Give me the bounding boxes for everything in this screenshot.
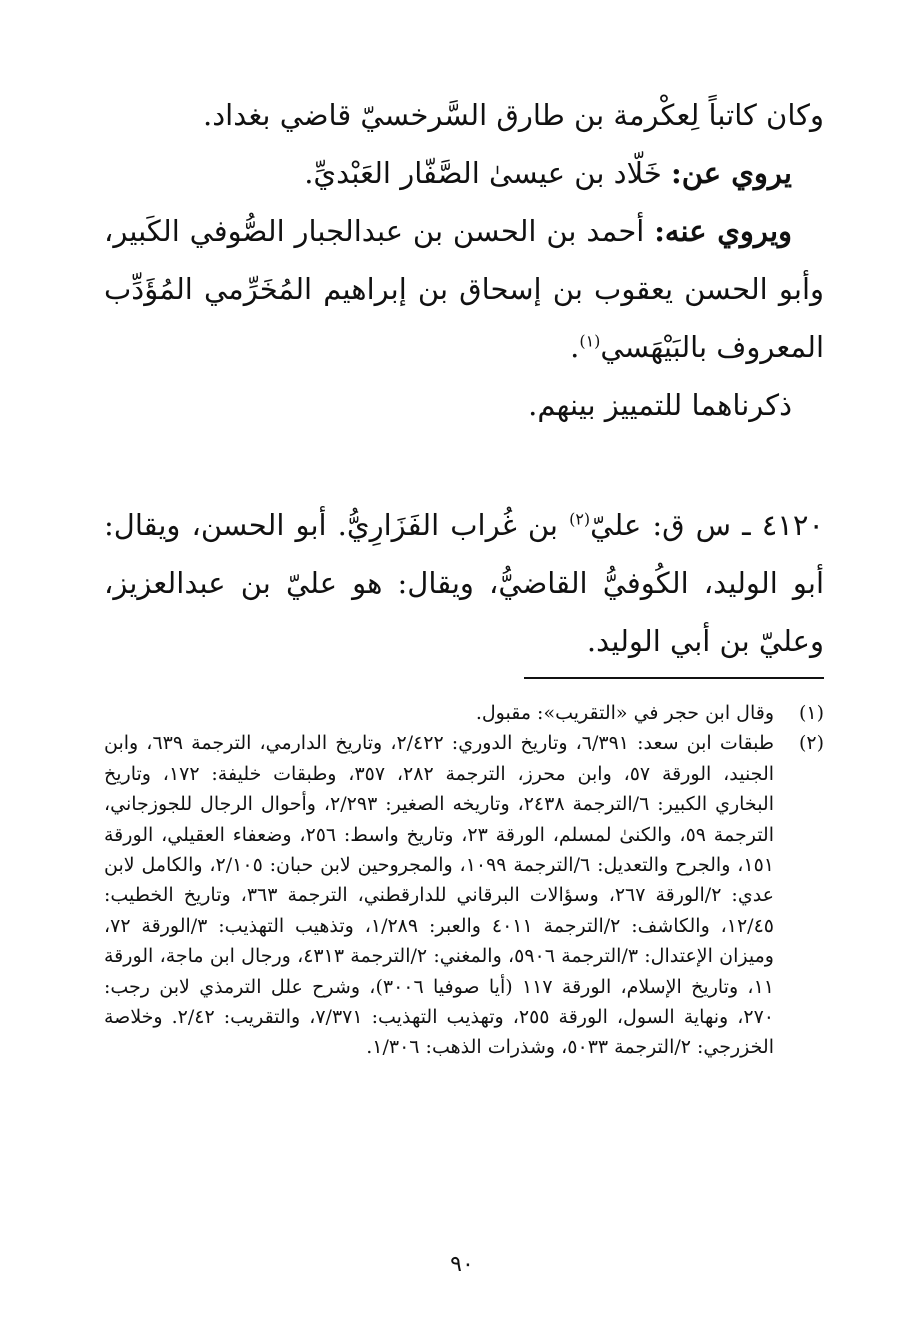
- footnote-ref-2: (٢): [569, 509, 591, 529]
- footnotes: [104, 698, 824, 1063]
- footnote-text: طبقات ابن سعد: ٦/٣٩١، وتاريخ الدوري: ٢/٤٢٢، وتاريخ الدارمي، الترجمة ٦٣٩، وابن الجنيد، الورقة ٥٧، وابن محرز، الترجمة ٢٨٢، ٣٥٧، وطبقات خليفة: ١٧٢، وتاريخ البخاري الكبير: ٦/الترجمة ٢٤٣٨، وتاريخه الصغير: ٢/٢٩٣، وأحوال الرجال للجوزجاني، الترجمة ٥٩، والكنىٰ لمسلم، الورقة ٢٣، وتاريخ واسط: ٢٥٦، وضعفاء العقيلي، الورقة ١٥١، والجرح والتعديل: ٦/الترجمة ١٠٩٩، والمجروحين لابن حبان: ٢/١٠٥، والكامل لابن عدي: ٢/الورقة ٢٦٧، وسؤالات البرقاني للدارقطني، الترجمة ٣٦٣، وتاريخ الخطيب: ١٢/٤٥، والكاشف: ٢/الترجمة ٤٠١١ والعبر: ١/٢٨٩، وتذهيب التهذيب: ٣/الورقة ٧٢، وميزان الإعتدال: ٣/الترجمة ٥٩٠٦، والمغني: ٢/الترجمة ٤٣١٣، ورجال ابن ماجة، الورقة ١١، وتاريخ الإسلام، الورقة ١١٧ (أيا صوفيا ٣٠٠٦)، وشرح علل الترمذي لابن رجب: ٢٧٠، ونهاية السول، الورقة ٢٥٥، وتهذيب التهذيب: ٧/٣٧١، والتقريب: ٢/٤٢. وخلاصة الخزرجي: ٢/الترجمة ٥٠٣٣، وشذرات الذهب: ١/٣٠٦.: [104, 732, 775, 1059]
- page-number: ٩٠: [450, 1252, 474, 1277]
- paragraph-scribe: وكان كاتباً لِعكْرمة بن طارق السَّرخسيّ قاضي بغداد.: [203, 98, 824, 132]
- footnote-1: [104, 698, 824, 728]
- footnote-number: (٢): [798, 732, 824, 755]
- narrated-by-text: أحمد بن الحسن بن عبدالجبار الصُّوفي الكَبير، وأبو الحسن يعقوب بن إسحاق بن إبراهيم المُخَرِّمي المُؤَدِّب المعروف بالبَيْهَسي: [104, 214, 824, 364]
- main-text: [104, 86, 824, 670]
- footnote-text: وقال ابن حجر في «التقريب»: مقبول.: [475, 702, 774, 724]
- entry-4120: [104, 496, 824, 670]
- paragraph-distinction: ذكرناهما للتمييز بينهم.: [528, 388, 792, 422]
- entry-heading: ٤١٢٠ ـ س ق: عليّ: [590, 508, 824, 542]
- paragraph-narrates-from: [104, 144, 824, 202]
- footnote-2: [104, 728, 824, 1062]
- paragraph-narrated-by: [104, 202, 824, 376]
- narrated-by-label: ويروي عنه:: [654, 214, 793, 248]
- footnote-ref-1: (١): [579, 331, 601, 351]
- narrates-from-text: خَلّاد بن عيسىٰ الصَّفّار العَبْديِّ.: [304, 156, 662, 190]
- footnote-divider: [524, 677, 824, 679]
- narrated-by-end: .: [570, 330, 580, 364]
- footnote-number: (١): [798, 702, 824, 724]
- narrates-from-label: يروي عن:: [671, 156, 792, 190]
- entry-body: بن غُراب الفَزَارِيُّ. أبو الحسن، ويقال: أبو الوليد، الكُوفيُّ القاضيُّ، ويقال: هو عليّ بن عبدالعزيز، وعليّ بن أبي الوليد.: [104, 508, 824, 658]
